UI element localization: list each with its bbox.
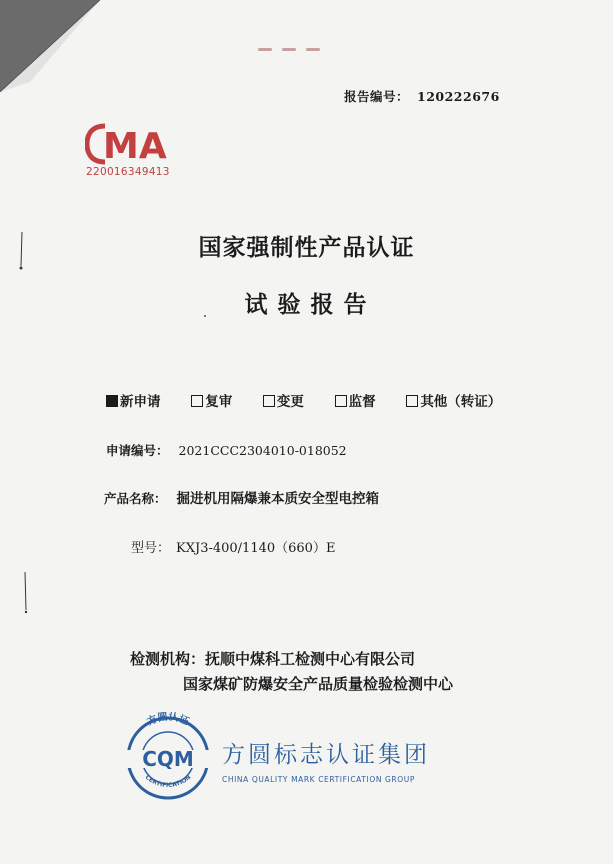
checkbox bbox=[406, 395, 418, 407]
cqm-logo bbox=[118, 712, 218, 802]
model-field bbox=[131, 537, 335, 556]
application-number-value: 2021CCC2304010-018052 bbox=[178, 443, 347, 458]
application-number-label: 申请编号： bbox=[106, 443, 169, 458]
product-name-label: 产品名称： bbox=[104, 491, 167, 506]
option-supervision[interactable]: 监督 bbox=[335, 390, 376, 410]
page-title: 国家强制性产品认证 bbox=[198, 234, 415, 261]
svg-text:方圆认证 bbox=[145, 712, 191, 728]
page-subtitle: 试验报告 bbox=[244, 291, 377, 318]
cma-number: 220016349413 bbox=[86, 166, 170, 178]
institution-name: 抚顺中煤科工检测中心有限公司 bbox=[205, 650, 416, 668]
application-number-field bbox=[106, 441, 347, 459]
application-type-options bbox=[106, 390, 501, 410]
scan-mark bbox=[22, 572, 30, 616]
checkbox bbox=[263, 395, 275, 407]
checkbox bbox=[335, 395, 347, 407]
cqm-group-name-en: CHINA QUALITY MARK CERTIFICATION GROUP bbox=[222, 775, 415, 784]
product-name-value: 掘进机用隔爆兼本质安全型电控箱 bbox=[176, 491, 380, 507]
model-label: 型号： bbox=[131, 541, 171, 556]
option-change[interactable]: 变更 bbox=[263, 390, 304, 410]
checkbox-checked bbox=[106, 395, 118, 407]
scan-dot bbox=[203, 314, 207, 318]
option-new-application[interactable]: 新申请 bbox=[106, 390, 161, 410]
scan-mark bbox=[18, 232, 26, 272]
institution-secondary-name: 国家煤矿防爆安全产品质量检验检测中心 bbox=[183, 675, 454, 693]
institution-label: 检测机构： bbox=[130, 650, 206, 668]
folded-page-corner bbox=[0, 0, 100, 92]
checkbox bbox=[191, 395, 203, 407]
report-number-label: 报告编号： bbox=[344, 89, 410, 104]
report-number-value: 120222676 bbox=[417, 89, 500, 104]
svg-text:CERTIFICATION bbox=[144, 774, 193, 789]
report-number bbox=[344, 87, 500, 105]
cqm-logo-letters: CQM bbox=[142, 747, 194, 771]
testing-institution bbox=[130, 648, 415, 669]
model-value: KXJ3-400/1140（660）E bbox=[176, 541, 336, 556]
cma-logo-letters: MA bbox=[103, 126, 167, 167]
option-other-transfer[interactable]: 其他（转证） bbox=[406, 390, 501, 410]
product-name-field bbox=[104, 487, 379, 507]
option-review[interactable]: 复审 bbox=[191, 390, 232, 410]
cqm-group-name: 方圆标志认证集团 bbox=[222, 742, 430, 768]
top-stamp-mark bbox=[258, 36, 348, 44]
cqm-logo-arc-bottom: CERTIFICATION bbox=[143, 773, 193, 790]
cqm-logo-arc-top: 方圆认证 bbox=[145, 712, 191, 728]
